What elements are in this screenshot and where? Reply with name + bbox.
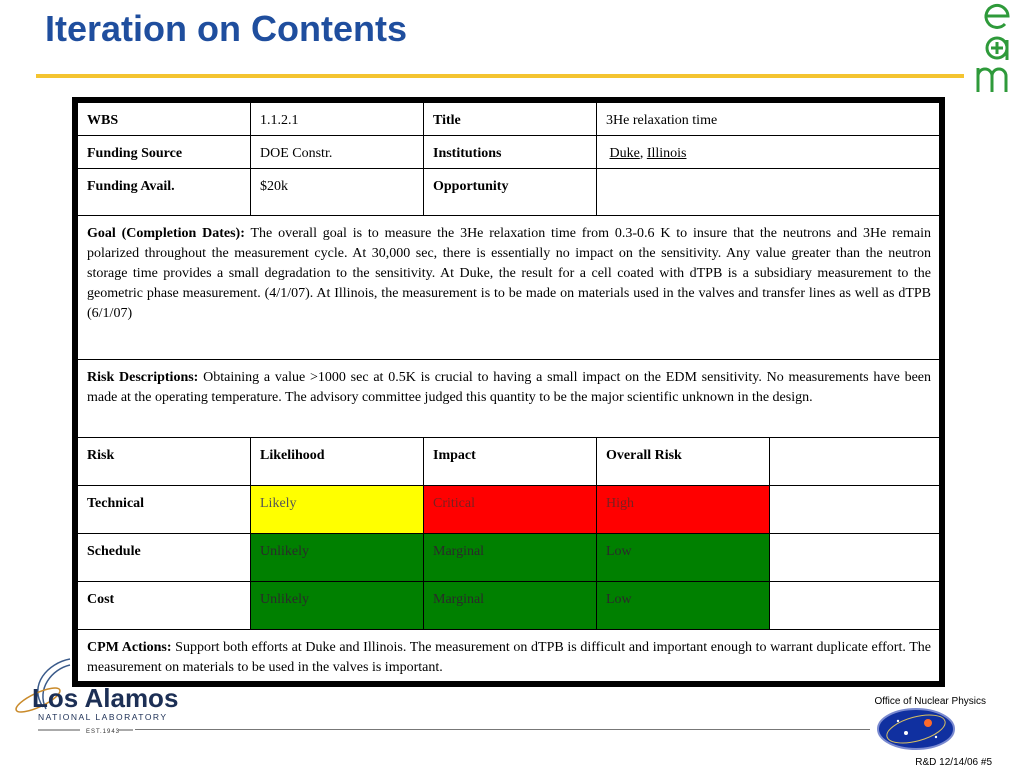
risk-header: Risk — [78, 438, 251, 486]
risk-row-cost-extra — [770, 582, 940, 630]
risk-row-cost-likelihood: Unlikely — [251, 582, 424, 630]
project-table-frame — [72, 97, 945, 687]
risk-row-schedule-impact: Marginal — [424, 534, 597, 582]
risk-row-schedule-extra — [770, 534, 940, 582]
risk-description-text: Obtaining a value >1000 sec at 0.5K is crucial to having a small impact on the EDM sensitivity. No measurements have been made at the operating temperature. The advisory committee judged this quantity to be the major scientific unknown in the design. — [87, 370, 931, 405]
goal-text: The overall goal is to measure the 3He relaxation time from 0.3-0.6 K to insure that the neutrons and 3He remain polarized throughout the measurement cycle. At 30,000 sec, there is essentially no impact on the sensitivity. Any value greater than the neutron storage time provides a small degradation to the sensitivity. At Duke, the result for a cell coated with dTPB is a subsidiary measurement to the geometric phase measurement. (4/1/07). At Illinois, the measurement is to be made on materials used in the valves and transfer lines as well as dTPB (6/1/07) — [87, 226, 931, 321]
doe-seal-logo — [876, 707, 956, 751]
extra-header — [770, 438, 940, 486]
institutions-value — [597, 136, 940, 169]
title-label: Title — [424, 103, 597, 136]
risk-row-schedule-likelihood: Unlikely — [251, 534, 424, 582]
institution-link-illinois[interactable]: Illinois — [646, 146, 687, 161]
lanl-est: EST.1943 — [86, 729, 121, 735]
title-value: 3He relaxation time — [597, 103, 940, 136]
funding-source-label: Funding Source — [78, 136, 251, 169]
risk-row-cost-impact: Marginal — [424, 582, 597, 630]
funding-avail-value: $20k — [251, 169, 424, 216]
slide-number: R&D 12/14/06 #5 — [915, 757, 992, 768]
risk-row-schedule-overall: Low — [597, 534, 770, 582]
page-title: Iteration on Contents — [45, 8, 407, 49]
institution-link-duke[interactable]: Duke — [609, 146, 640, 161]
likelihood-header: Likelihood — [251, 438, 424, 486]
goal-label: Goal (Completion Dates): — [87, 226, 245, 241]
institution-separator: , — [639, 146, 647, 161]
institutions-label: Institutions — [424, 136, 597, 169]
office-label: Office of Nuclear Physics — [874, 696, 986, 707]
opportunity-value — [597, 169, 940, 216]
project-table — [77, 102, 940, 682]
risk-description-label: Risk Descriptions: — [87, 370, 199, 385]
risk-description-cell — [78, 360, 940, 438]
lanl-subtitle: NATIONAL LABORATORY — [38, 712, 168, 722]
wbs-label: WBS — [78, 103, 251, 136]
los-alamos-logo — [8, 655, 208, 735]
risk-row-schedule-name: Schedule — [78, 534, 251, 582]
opportunity-label: Opportunity — [424, 169, 597, 216]
cpm-actions-text: Support both efforts at Duke and Illinois. The measurement on dTPB is difficult and important enough to warrant duplicate effort. The measurement on materials to be used in the valves is important. — [87, 640, 931, 675]
title-underline — [36, 74, 964, 78]
lanl-name: Los Alamos — [32, 683, 179, 713]
overall-risk-header: Overall Risk — [597, 438, 770, 486]
edm-logo — [964, 0, 1024, 96]
risk-row-technical-extra — [770, 486, 940, 534]
cpm-actions-label: CPM Actions: — [87, 640, 172, 655]
risk-row-cost-name: Cost — [78, 582, 251, 630]
risk-row-technical-overall: High — [597, 486, 770, 534]
impact-header: Impact — [424, 438, 597, 486]
goal-cell — [78, 216, 940, 360]
risk-row-technical-impact: Critical — [424, 486, 597, 534]
funding-source-value: DOE Constr. — [251, 136, 424, 169]
risk-row-technical-likelihood: Likely — [251, 486, 424, 534]
risk-row-cost-overall: Low — [597, 582, 770, 630]
wbs-value: 1.1.2.1 — [251, 103, 424, 136]
risk-row-technical-name: Technical — [78, 486, 251, 534]
funding-avail-label: Funding Avail. — [78, 169, 251, 216]
footer-divider — [135, 729, 870, 730]
